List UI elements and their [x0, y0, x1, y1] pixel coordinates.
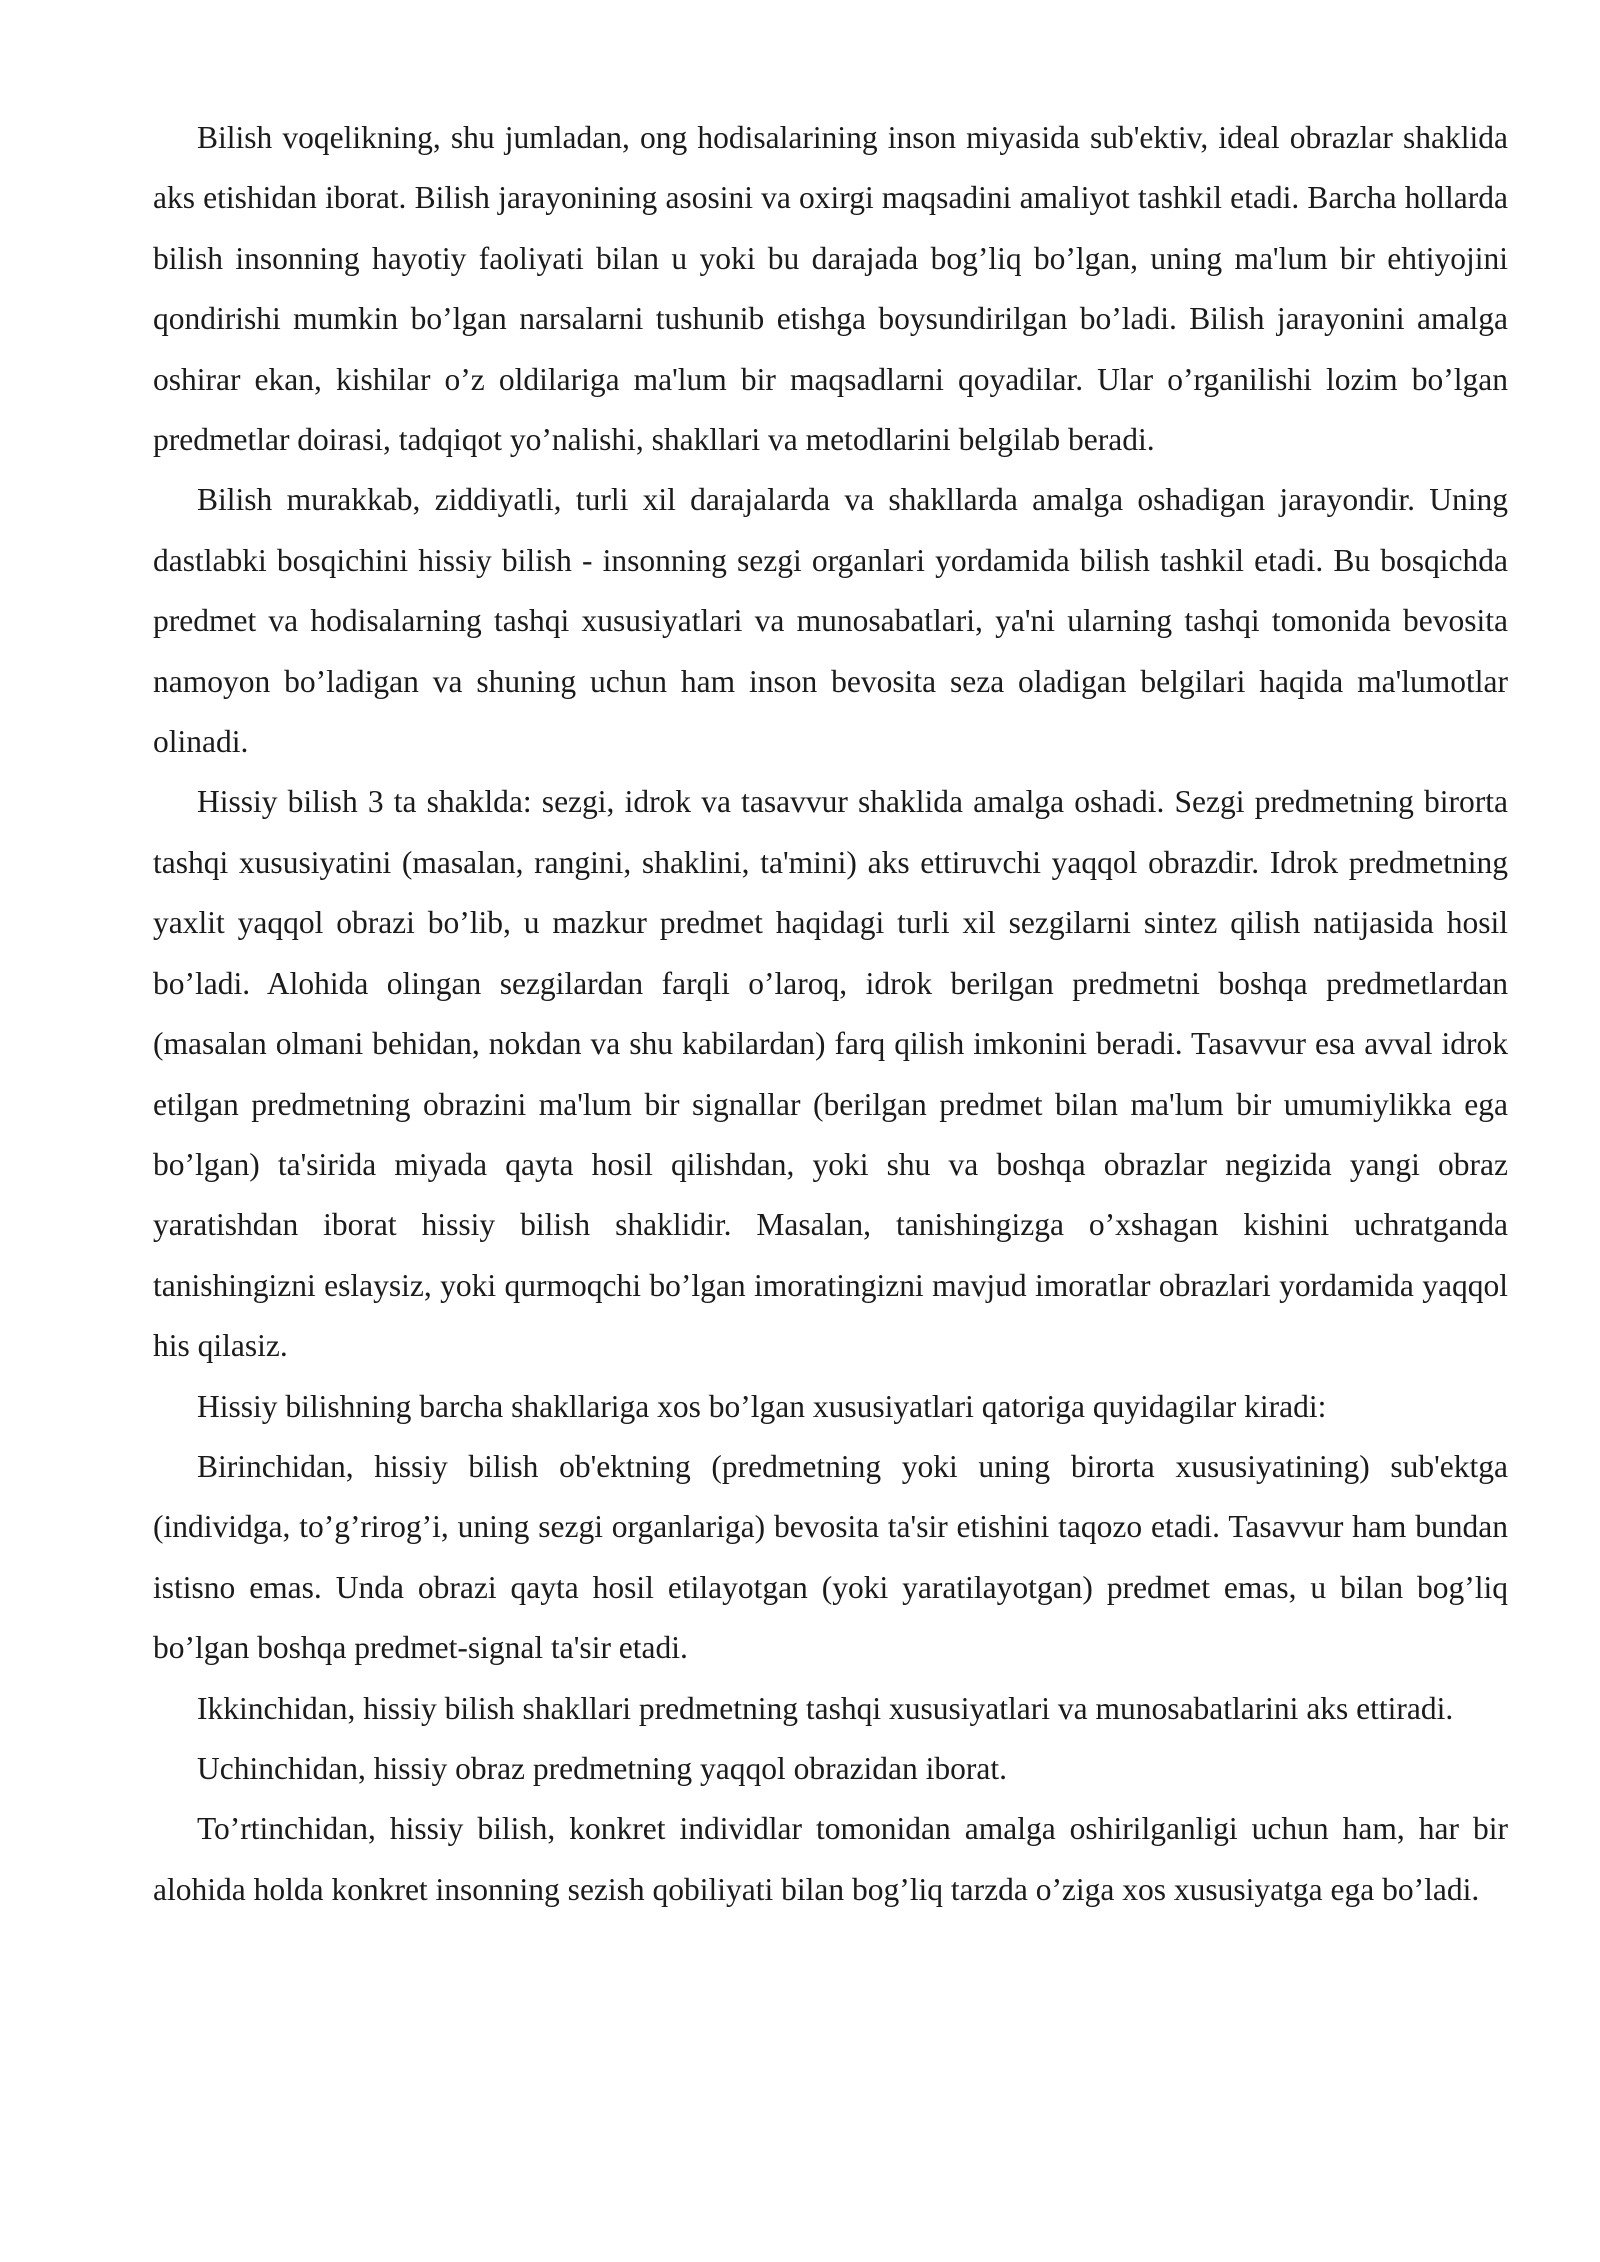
paragraph-6: Ikkinchidan, hissiy bilish shakllari predmetning tashqi xususiyatlari va munosabatlarini aks ettiradi. — [197, 1690, 1454, 1726]
paragraph-3: Hissiy bilish 3 ta shaklda: sezgi, idrok va tasavvur shaklida amalga oshadi. Sezgi predmetning birorta tashqi xususiyatini (masalan, rangini, shaklini, ta'mini) aks ettiruvchi yaqqol obrazdir. Idrok predmetning yaxlit yaqqol obrazi bo’lib, u mazkur predmet haqidagi turli xil sezgilarni sintez qilish natijasida hosil bo’ladi. Alohida olingan sezgilardan farqli o’laroq, idrok berilgan predmetni boshqa predmetlardan (masalan olmani behidan, nokdan va shu kabilardan) farq qilish imkonini beradi. Tasavvur esa avval idrok etilgan predmetning obrazini ma'lum bir signallar (berilgan predmet bilan ma'lum bir umumiylikka ega bo’lgan) ta'sirida miyada qayta hosil qilishdan, yoki shu va boshqa obrazlar negizida yangi obraz yaratishdan iborat hissiy bilish shaklidir. Masalan, tanishingizga o’xshagan kishini uchratganda tanishingizni eslaysiz, yoki qurmoqchi bo’lgan imoratingizni mavjud imoratlar obrazlari yordamida yaqqol his qilasiz. — [153, 784, 1508, 1364]
paragraph-7: Uchinchidan, hissiy obraz predmetning yaqqol obrazidan iborat. — [197, 1750, 1008, 1786]
paragraph-1: Bilish voqelikning, shu jumladan, ong hodisalarining inson miyasida sub'ektiv, ideal obrazlar shaklida aks etishidan iborat. Bilish jarayonining asosini va oxirgi maqsadini amaliyot tashkil etadi. Barcha hollarda bilish insonning hayotiy faoliyati bilan u yoki bu darajada bog’liq bo’lgan, uning ma'lum bir ehtiyojini qondirishi mumkin bo’lgan narsalarni tushunib etishga boysundirilgan bo’ladi. Bilish jarayonini amalga oshirar ekan, kishilar o’z oldilariga ma'lum bir maqsadlarni qoyadilar. Ular o’rganilishi lozim bo’lgan predmetlar doirasi, tadqiqot yo’nalishi, shakllari va metodlarini belgilab beradi. — [153, 120, 1508, 458]
paragraph-4: Hissiy bilishning barcha shakllariga xos bo’lgan xususiyatlari qatoriga quyidagilar kiradi: — [197, 1388, 1327, 1424]
document-body — [153, 108, 1508, 1920]
paragraph-5: Birinchidan, hissiy bilish ob'ektning (predmetning yoki uning birorta xususiyatining) sub'ektga (individga, to’g’rirog’i, uning sezgi organlariga) bevosita ta'sir etishini taqozo etadi. Tasavvur ham bundan istisno emas. Unda obrazi qayta hosil etilayotgan (yoki yaratilayotgan) predmet emas, u bilan bog’liq bo’lgan boshqa predmet-signal ta'sir etadi. — [153, 1448, 1508, 1666]
paragraph-8: To’rtinchidan, hissiy bilish, konkret individlar tomonidan amalga oshirilganligi uchun ham, har bir alohida holda konkret insonning sezish qobiliyati bilan bog’liq tarzda o’ziga xos xususiyatga ega bo’ladi. — [153, 1811, 1508, 1907]
paragraph-2: Bilish murakkab, ziddiyatli, turli xil darajalarda va shakllarda amalga oshadigan jarayondir. Uning dastlabki bosqichini hissiy bilish - insonning sezgi organlari yordamida bilish tashkil etadi. Bu bosqichda predmet va hodisalarning tashqi xususiyatlari va munosabatlari, ya'ni ularning tashqi tomonida bevosita namoyon bo’ladigan va shuning uchun ham inson bevosita seza oladigan belgilari haqida ma'lumotlar olinadi. — [153, 482, 1508, 760]
